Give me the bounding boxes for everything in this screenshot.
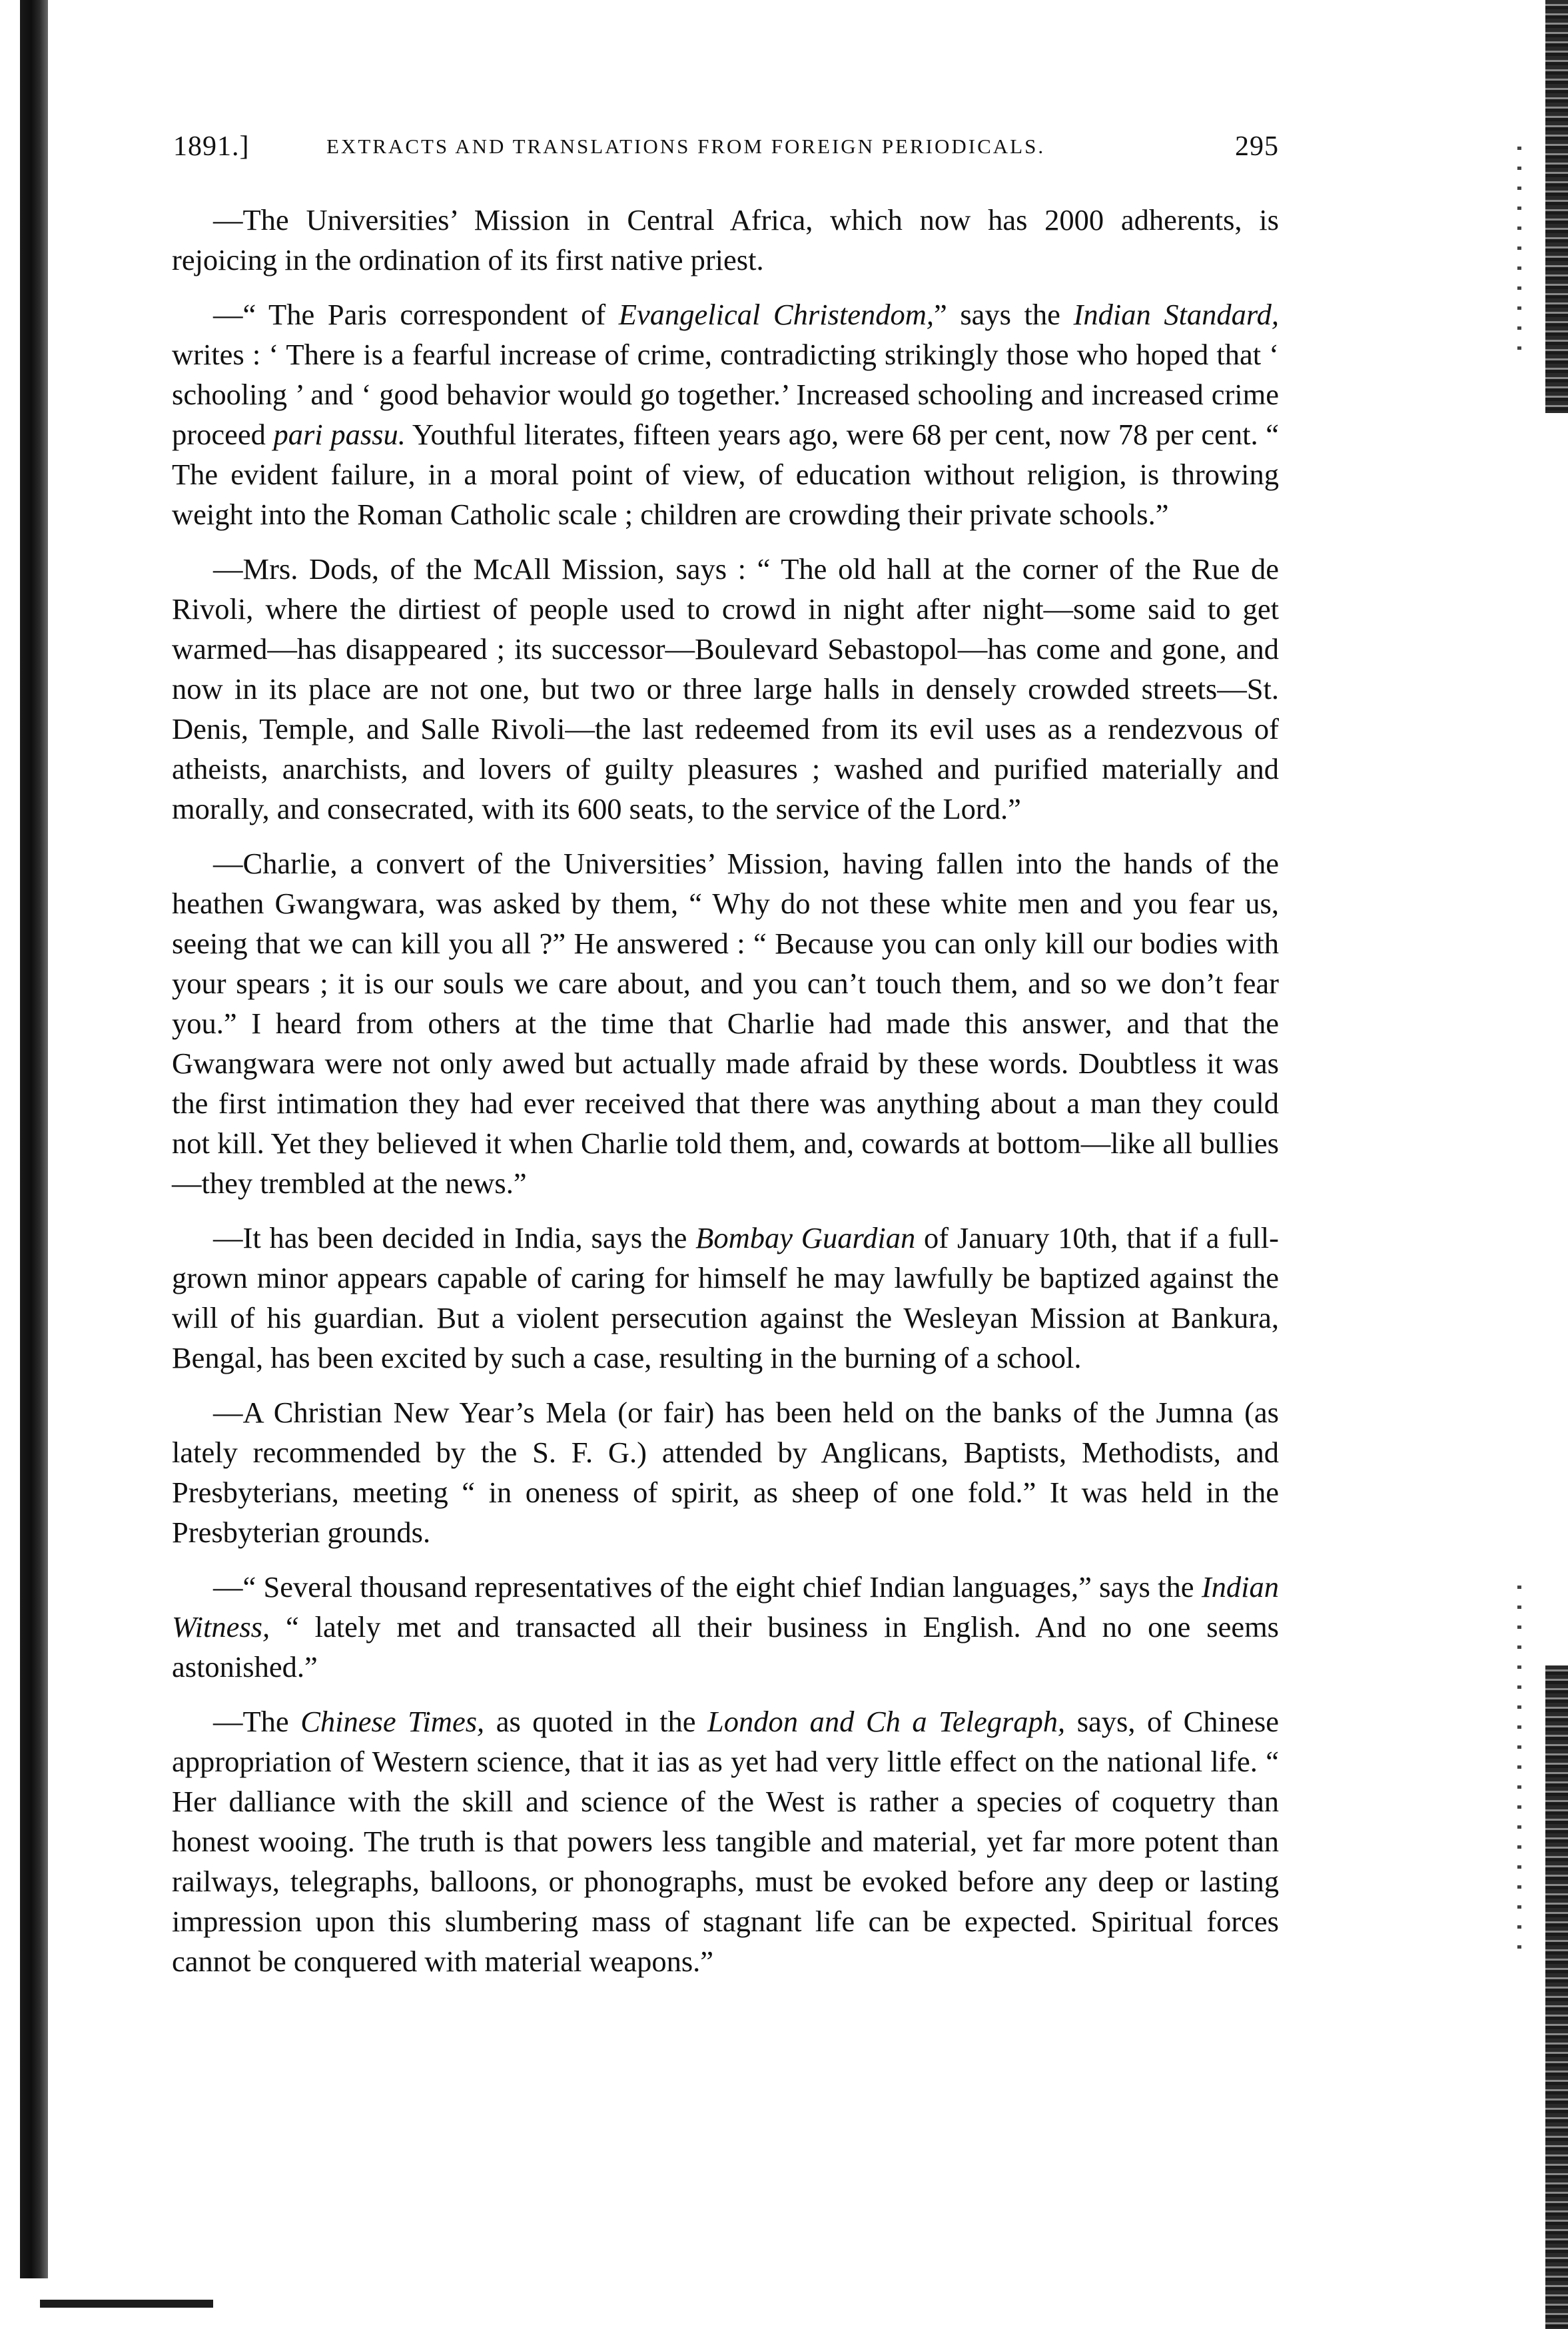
paragraph-text: —“ The Paris correspondent of	[213, 298, 619, 331]
scan-edge-specks-top	[1517, 147, 1521, 360]
paragraph	[172, 1218, 1279, 1378]
italic-text: Evangelical Christendom,	[618, 298, 934, 331]
italic-text: Indian Standard,	[1073, 298, 1279, 331]
paragraph-text: writes : ‘ There is a fearful increase of crime, contradicting strikingly those who hoped that ‘ schooling ’ and ‘ good behavior would go together.’ Increased schooling and increased crime proceed	[172, 338, 1279, 451]
scan-edge-specks-bottom	[1517, 1586, 1521, 1959]
scan-bottom-mark	[40, 2300, 213, 2308]
paragraph	[172, 843, 1279, 1203]
paragraph-text: “ lately met and transacted all their business in English. And no one seems astonished.”	[172, 1610, 1279, 1683]
running-header	[173, 131, 1279, 171]
paragraph-text: —Mrs. Dods, of the McAll Mission, says : “ The old hall at the corner of the Rue de Rivoli, where the dirtiest of people used to crowd in night after night—some said to get warmed—has disappeared ; its successor—Boulevard Sebastopol—has come and gone, and now in its place are not one, but two or three large halls in densely crowded streets—St. Denis, Temple, and Salle Rivoli—the last redeemed from its evil uses as a rendezvous of atheists, anarchists, and lovers of guilty pleasures ; washed and purified materially and morally, and consecrated, with its 600 seats, to the service of the Lord.”	[172, 552, 1279, 825]
paragraph	[172, 1567, 1279, 1687]
scan-edge-shadow-top	[1545, 0, 1568, 413]
page-number: 295	[1235, 131, 1279, 162]
italic-text: London and Ch a Telegraph,	[707, 1705, 1066, 1738]
paragraph	[172, 549, 1279, 829]
paragraph-text: —“ Several thousand representatives of the eight chief Indian languages,” says the	[213, 1570, 1202, 1604]
paragraph	[172, 294, 1279, 534]
header-year: 1891.]	[173, 131, 250, 162]
italic-text: Indian Witness,	[172, 1570, 1279, 1643]
paragraph-text: ” says the	[933, 298, 1074, 331]
paragraph	[172, 1701, 1279, 1981]
paragraph	[172, 1392, 1279, 1552]
paragraph-text: —A Christian New Year’s Mela (or fair) has been held on the banks of the Jumna (as lately recommended by the S. F. G.) attended by Anglicans, Baptists, Methodists, and Presbyterians, meeting “ in oneness of spirit, as sheep of one fold.” It was held in the Presbyterian grounds.	[172, 1396, 1279, 1549]
scan-edge-shadow-bottom	[1545, 1665, 1568, 2329]
italic-text: Bombay Guardian	[695, 1221, 916, 1254]
italic-text: pari passu.	[273, 418, 406, 451]
paragraph-text: —The Universities’ Mission in Central Africa, which now has 2000 adherents, is rejoicing in the ordination of its first native priest.	[172, 203, 1279, 276]
paragraph-text: —Charlie, a convert of the Universities’ Mission, having fallen into the hands of the heathen Gwangwara, was asked by them, “ Why do not these white men and you fear us, seeing that we can kill you all ?” He answered : “ Because you can only kill our bodies with your spears ; it is our souls we care about, and you can’t touch them, and so we don’t fear you.” I heard from others at the time that Charlie had made this answer, and that the Gwangwara were not only awed but actually made afraid by these words. Doubtless it was the first intimation they had ever received that there was anything about a man they could not kill. Yet they believed it when Charlie told them, and, cowards at bottom—like all bullies—they trembled at the news.”	[172, 847, 1279, 1200]
paragraph	[172, 200, 1279, 280]
paragraph-text: says, of Chinese appropriation of Western science, that it ias as yet had very little effect on the national life. “ Her dalliance with the skill and science of the West is rather a species of coquetry than honest wooing. The truth is that powers less tangible and material, yet far more potent than railways, telegraphs, balloons, or phonographs, must be evoked before any deep or lasting impression upon this slumbering mass of stagnant life can be expected. Spiritual forces cannot be conquered with material weapons.”	[172, 1705, 1279, 1978]
paragraph-text: of January 10th, that if a full-grown minor appears capable of caring for himself he may lawfully be baptized against the will of his guardian. But a violent persecution against the Wesleyan Mission at Bankura, Bengal, has been excited by such a case, resulting in the burning of a school.	[172, 1221, 1279, 1374]
paragraph-text: —It has been decided in India, says the	[213, 1221, 696, 1254]
paragraph-text: Youthful literates, fifteen years ago, were 68 per cent, now 78 per cent. “ The evident failure, in a moral point of view, of education without religion, is throwing weight into the Roman Catholic scale ; children are crowding their private schools.”	[172, 418, 1279, 531]
scan-margin	[0, 0, 20, 2329]
header-title: EXTRACTS AND TRANSLATIONS FROM FOREIGN PERIODICALS.	[326, 135, 1046, 158]
paragraph-text: —The	[213, 1705, 301, 1738]
scan-binding-shadow	[20, 0, 48, 2278]
italic-text: Chinese Times,	[300, 1705, 485, 1738]
paragraph-text: as quoted in the	[484, 1705, 708, 1738]
article-body	[172, 200, 1279, 1996]
